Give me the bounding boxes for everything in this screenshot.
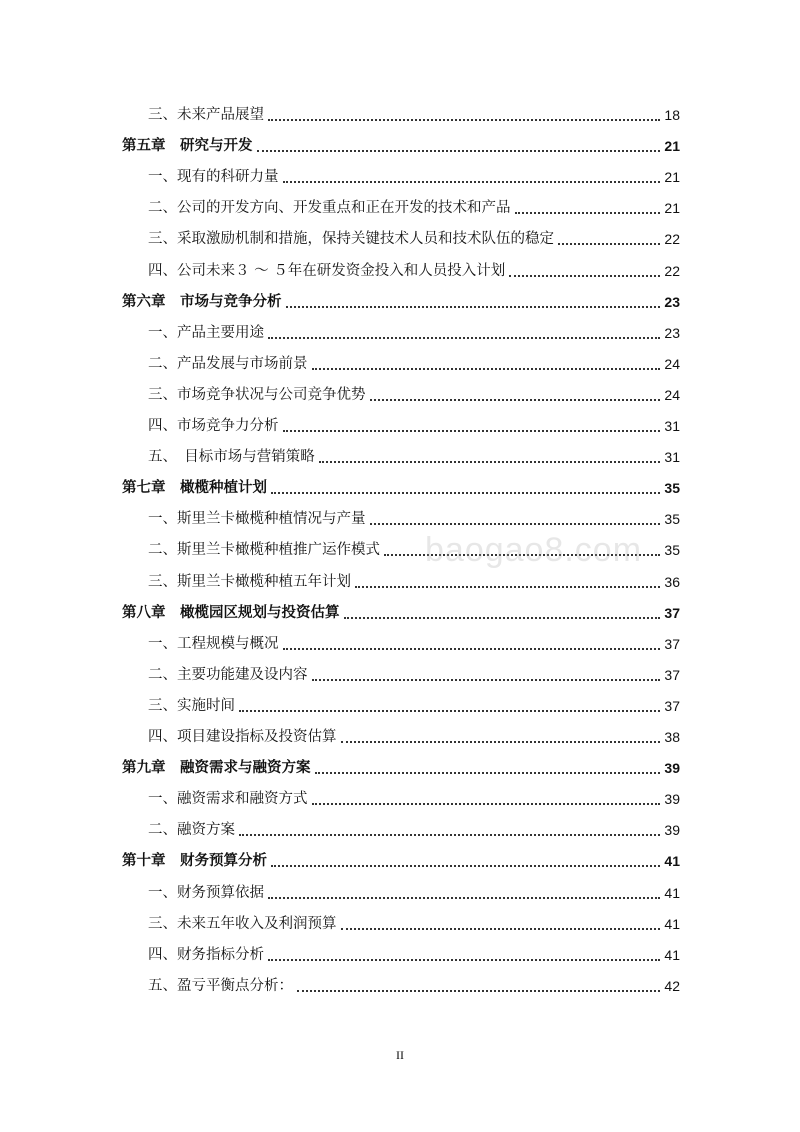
toc-entry-page: 23	[664, 293, 680, 310]
toc-section-entry[interactable]	[148, 506, 680, 528]
toc-entry-page: 31	[664, 418, 680, 434]
toc-section-entry[interactable]	[148, 164, 680, 186]
toc-entry-page: 41	[664, 946, 680, 963]
toc-entry-page: 31	[664, 449, 680, 466]
toc-dot-leader	[370, 398, 661, 401]
toc-dot-leader	[286, 305, 661, 308]
toc-dot-leader	[283, 647, 661, 650]
toc-entry-page: 38	[664, 729, 680, 745]
toc-dot-leader	[319, 460, 661, 463]
toc-entry-page: 22	[664, 231, 680, 248]
toc-section-entry[interactable]	[148, 693, 680, 715]
toc-section-entry[interactable]	[148, 631, 680, 653]
toc-entry-page: 21	[664, 138, 680, 155]
toc-entry-label: 第七章 橄榄种植计划	[122, 480, 267, 497]
toc-entry-label: 第五章 研究与开发	[122, 138, 253, 155]
toc-entry-label: 二、融资方案	[148, 822, 235, 839]
toc-entry-page: 36	[664, 573, 680, 590]
toc-dot-leader	[271, 491, 660, 494]
watermark-text: baogao8.com	[425, 531, 643, 569]
toc-section-entry[interactable]	[148, 351, 680, 373]
toc-entry-label: 一、融资需求和融资方式	[148, 791, 308, 808]
toc-entry-label: 第六章 市场与竞争分析	[122, 293, 282, 310]
toc-section-entry[interactable]	[148, 880, 680, 902]
toc-dot-leader	[558, 242, 660, 245]
toc-entry-page: 18	[664, 107, 680, 123]
toc-entry-label: 第九章 融资需求与融资方案	[122, 760, 311, 777]
toc-section-entry[interactable]	[148, 102, 680, 124]
toc-entry-label: 第十章 财务预算分析	[122, 853, 267, 870]
toc-entry-page: 41	[664, 884, 680, 901]
toc-dot-leader	[268, 118, 660, 121]
toc-dot-leader	[355, 585, 660, 588]
toc-chapter-entry[interactable]	[122, 600, 680, 622]
toc-section-entry[interactable]	[148, 817, 680, 839]
page-number: II	[396, 1048, 404, 1062]
toc-entry-label: 第八章 橄榄园区规划与投资估算	[122, 604, 340, 621]
toc-dot-leader	[509, 274, 660, 277]
toc-dot-leader	[257, 149, 661, 152]
toc-section-entry[interactable]	[148, 413, 680, 435]
toc-dot-leader	[384, 553, 660, 556]
toc-dot-leader	[283, 180, 661, 183]
toc-entry-page: 39	[664, 791, 680, 808]
toc-entry-label: 四、市场竞争力分析	[148, 418, 279, 434]
toc-dot-leader	[283, 429, 661, 432]
toc-entry-label: 三、采取激励机制和措施，保持关键技术人员和技术队伍的稳定	[148, 231, 554, 248]
toc-entry-label: 三、市场竞争状况与公司竞争优势	[148, 386, 366, 403]
toc-dot-leader	[271, 864, 660, 867]
toc-section-entry[interactable]	[148, 973, 680, 995]
toc-dot-leader	[344, 616, 661, 619]
toc-entry-label: 二、主要功能建及设内容	[148, 666, 308, 683]
toc-dot-leader	[268, 336, 660, 339]
toc-entry-page: 22	[664, 262, 680, 279]
toc-section-entry[interactable]	[148, 258, 680, 280]
toc-entry-page: 35	[664, 480, 680, 497]
toc-dot-leader	[239, 709, 660, 712]
toc-section-entry[interactable]	[148, 942, 680, 964]
toc-entry-page: 35	[664, 511, 680, 528]
toc-entry-label: 四、公司未来３ ～ ５年在研发资金投入和人员投入计划	[148, 262, 506, 279]
toc-entry-label: 五、盈亏平衡点分析：	[148, 977, 293, 994]
toc-entry-page: 23	[664, 324, 680, 341]
toc-chapter-entry[interactable]	[122, 289, 680, 311]
toc-entry-page: 39	[664, 760, 680, 777]
toc-chapter-entry[interactable]	[122, 133, 680, 155]
toc-entry-label: 三、实施时间	[148, 697, 235, 714]
toc-section-entry[interactable]	[148, 226, 680, 248]
toc-entry-page: 42	[664, 977, 680, 994]
toc-dot-leader	[312, 678, 661, 681]
toc-dot-leader	[341, 740, 661, 743]
toc-dot-leader	[312, 367, 661, 370]
toc-dot-leader	[341, 927, 661, 930]
toc-section-entry[interactable]	[148, 724, 680, 746]
toc-entry-page: 39	[664, 822, 680, 839]
toc-chapter-entry[interactable]	[122, 848, 680, 870]
toc-dot-leader	[515, 211, 661, 214]
toc-section-entry[interactable]	[148, 569, 680, 591]
toc-entry-page: 41	[664, 915, 680, 932]
toc-section-entry[interactable]	[148, 195, 680, 217]
toc-dot-leader	[370, 522, 661, 525]
toc-dot-leader	[315, 771, 661, 774]
toc-entry-page: 37	[664, 635, 680, 652]
toc-entry-label: 二、产品发展与市场前景	[148, 355, 308, 372]
toc-section-entry[interactable]	[148, 911, 680, 933]
toc-entry-page: 24	[664, 386, 680, 403]
toc-entry-label: 四、财务指标分析	[148, 946, 264, 963]
toc-section-entry[interactable]	[148, 537, 680, 559]
toc-entry-page: 35	[664, 542, 680, 559]
toc-entry-page: 24	[664, 355, 680, 372]
toc-dot-leader	[239, 833, 660, 836]
toc-section-entry[interactable]	[148, 444, 680, 466]
toc-dot-leader	[312, 802, 661, 805]
toc-entry-label: 三、未来五年收入及利润预算	[148, 915, 337, 932]
toc-entry-label: 一、斯里兰卡橄榄种植情况与产量	[148, 511, 366, 528]
toc-entry-page: 41	[664, 853, 680, 870]
toc-entry-page: 37	[664, 604, 680, 621]
toc-section-entry[interactable]	[148, 382, 680, 404]
toc-entry-label: 三、斯里兰卡橄榄种植五年计划	[148, 573, 351, 590]
toc-entry-label: 二、斯里兰卡橄榄种植推广运作模式	[148, 542, 380, 559]
toc-section-entry[interactable]	[148, 786, 680, 808]
toc-chapter-entry[interactable]	[122, 755, 680, 777]
toc-entry-label: 一、产品主要用途	[148, 324, 264, 341]
toc-entry-page: 37	[664, 666, 680, 683]
toc-entry-label: 一、工程规模与概况	[148, 635, 279, 652]
toc-entry-page: 21	[664, 200, 680, 217]
toc-entry-label: 一、财务预算依据	[148, 884, 264, 901]
toc-chapter-entry[interactable]	[122, 475, 680, 497]
toc-dot-leader	[268, 958, 660, 961]
toc-entry-label: 二、公司的开发方向、开发重点和正在开发的技术和产品	[148, 200, 511, 217]
toc-section-entry[interactable]	[148, 320, 680, 342]
toc-entry-label: 三、未来产品展望	[148, 107, 264, 123]
toc-section-entry[interactable]	[148, 662, 680, 684]
toc-entry-page: 21	[664, 169, 680, 186]
toc-entry-label: 五、 目标市场与营销策略	[148, 449, 315, 466]
toc-entry-page: 37	[664, 697, 680, 714]
toc-dot-leader	[268, 896, 660, 899]
toc-entry-label: 一、现有的科研力量	[148, 169, 279, 186]
toc-entry-label: 四、项目建设指标及投资估算	[148, 729, 337, 745]
toc-dot-leader	[297, 989, 660, 992]
